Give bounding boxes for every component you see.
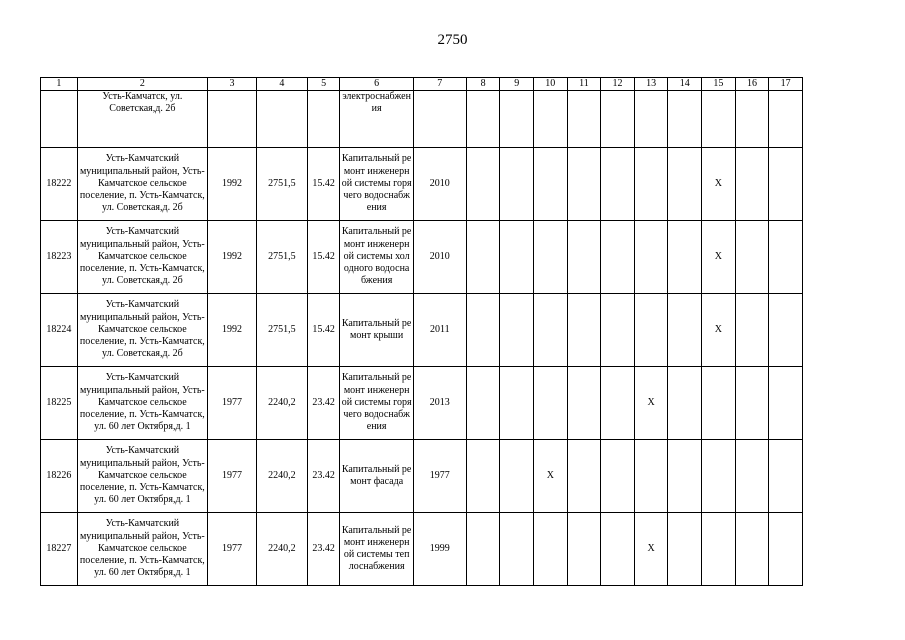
cell-mark (500, 440, 534, 513)
cell-year: 1992 (208, 221, 257, 294)
cell-mark (634, 440, 668, 513)
cell-address: Усть-Камчатск, ул. Советская,д. 2б (77, 91, 207, 148)
cell-wear: 15.42 (307, 221, 340, 294)
cell-mark (567, 294, 601, 367)
column-header: 9 (500, 78, 534, 91)
column-header: 6 (340, 78, 413, 91)
cell-mark (634, 294, 668, 367)
cell-mark (466, 367, 500, 440)
cell-mark (466, 513, 500, 586)
cell-mark (769, 91, 803, 148)
cell-mark (702, 513, 736, 586)
cell-area (256, 91, 307, 148)
cell-wear (307, 91, 340, 148)
cell-mark (534, 221, 568, 294)
cell-mark (567, 148, 601, 221)
cell-mark (500, 367, 534, 440)
cell-year (208, 91, 257, 148)
cell-mark (769, 513, 803, 586)
cell-mark (567, 440, 601, 513)
cell-plan-year: 2013 (413, 367, 466, 440)
cell-mark (466, 91, 500, 148)
cell-year: 1977 (208, 513, 257, 586)
cell-mark (668, 513, 702, 586)
cell-mark (769, 440, 803, 513)
column-header: 14 (668, 78, 702, 91)
cell-mark: X (702, 294, 736, 367)
table-row (41, 513, 803, 586)
cell-mark (534, 513, 568, 586)
cell-mark (534, 148, 568, 221)
cell-mark (567, 91, 601, 148)
cell-plan-year: 2010 (413, 148, 466, 221)
column-header: 17 (769, 78, 803, 91)
column-header: 5 (307, 78, 340, 91)
column-header: 10 (534, 78, 568, 91)
cell-work: Капитальный ремонт фасада (340, 440, 413, 513)
cell-mark (601, 294, 635, 367)
cell-mark (601, 440, 635, 513)
cell-mark (601, 221, 635, 294)
cell-mark: X (702, 221, 736, 294)
cell-address: Усть-Камчатский муниципальный район, Усть-Камчатское сельское поселение, п. Усть-Камчатск, ул. Советская,д. 2б (77, 294, 207, 367)
cell-mark (567, 221, 601, 294)
cell-mark (769, 367, 803, 440)
cell-wear: 23.42 (307, 367, 340, 440)
cell-mark (500, 294, 534, 367)
column-header: 12 (601, 78, 635, 91)
cell-work: электроснабжения (340, 91, 413, 148)
cell-work: Капитальный ремонт инженерной системы теплоснабжения (340, 513, 413, 586)
column-header: 1 (41, 78, 78, 91)
table-row (41, 440, 803, 513)
cell-mark (500, 221, 534, 294)
cell-id: 18224 (41, 294, 78, 367)
cell-work: Капитальный ремонт инженерной системы холодного водоснабжения (340, 221, 413, 294)
table-row (41, 367, 803, 440)
cell-year: 1992 (208, 294, 257, 367)
cell-mark (668, 91, 702, 148)
cell-plan-year: 2011 (413, 294, 466, 367)
cell-wear: 23.42 (307, 513, 340, 586)
cell-area: 2751,5 (256, 148, 307, 221)
cell-mark (500, 148, 534, 221)
cell-year: 1977 (208, 367, 257, 440)
cell-mark (466, 148, 500, 221)
cell-area: 2751,5 (256, 294, 307, 367)
column-header: 11 (567, 78, 601, 91)
cell-year: 1977 (208, 440, 257, 513)
cell-work: Капитальный ремонт инженерной системы горячего водоснабжения (340, 148, 413, 221)
table-row (41, 148, 803, 221)
cell-mark (634, 221, 668, 294)
cell-area: 2240,2 (256, 513, 307, 586)
cell-mark (769, 148, 803, 221)
cell-mark (735, 294, 769, 367)
cell-mark (500, 91, 534, 148)
cell-mark (769, 221, 803, 294)
cell-wear: 23.42 (307, 440, 340, 513)
column-header: 15 (702, 78, 736, 91)
cell-mark (601, 513, 635, 586)
column-header: 13 (634, 78, 668, 91)
cell-mark: X (534, 440, 568, 513)
cell-id: 18223 (41, 221, 78, 294)
cell-mark (668, 294, 702, 367)
cell-plan-year: 1999 (413, 513, 466, 586)
cell-mark: X (702, 148, 736, 221)
cell-area: 2751,5 (256, 221, 307, 294)
cell-plan-year: 2010 (413, 221, 466, 294)
cell-plan-year (413, 91, 466, 148)
cell-mark (567, 513, 601, 586)
cell-mark (466, 440, 500, 513)
cell-address: Усть-Камчатский муниципальный район, Усть-Камчатское сельское поселение, п. Усть-Камчатск, ул. Советская,д. 2б (77, 148, 207, 221)
cell-mark (668, 221, 702, 294)
register-table (40, 77, 803, 586)
column-header: 7 (413, 78, 466, 91)
header-row (41, 78, 803, 91)
cell-mark (735, 513, 769, 586)
cell-mark (534, 91, 568, 148)
cell-id: 18225 (41, 367, 78, 440)
cell-mark: X (634, 513, 668, 586)
cell-mark (702, 367, 736, 440)
cell-address: Усть-Камчатский муниципальный район, Усть-Камчатское сельское поселение, п. Усть-Камчатск, ул. Советская,д. 2б (77, 221, 207, 294)
cell-mark (702, 91, 736, 148)
cell-mark (702, 440, 736, 513)
table-row (41, 294, 803, 367)
cell-mark (500, 513, 534, 586)
cell-mark (634, 91, 668, 148)
cell-mark (668, 367, 702, 440)
cell-mark (466, 221, 500, 294)
table-row (41, 221, 803, 294)
cell-mark (735, 367, 769, 440)
table-row (41, 91, 803, 148)
cell-id: 18226 (41, 440, 78, 513)
cell-address: Усть-Камчатский муниципальный район, Усть-Камчатское сельское поселение, п. Усть-Камчатск, ул. 60 лет Октября,д. 1 (77, 367, 207, 440)
cell-mark (735, 221, 769, 294)
column-header: 3 (208, 78, 257, 91)
cell-mark (534, 294, 568, 367)
cell-mark: X (634, 367, 668, 440)
cell-work: Капитальный ремонт инженерной системы горячего водоснабжения (340, 367, 413, 440)
cell-plan-year: 1977 (413, 440, 466, 513)
cell-mark (735, 148, 769, 221)
column-header: 4 (256, 78, 307, 91)
cell-wear: 15.42 (307, 294, 340, 367)
cell-mark (601, 148, 635, 221)
cell-address: Усть-Камчатский муниципальный район, Усть-Камчатское сельское поселение, п. Усть-Камчатск, ул. 60 лет Октября,д. 1 (77, 513, 207, 586)
cell-id (41, 91, 78, 148)
cell-area: 2240,2 (256, 367, 307, 440)
cell-mark (668, 440, 702, 513)
cell-wear: 15.42 (307, 148, 340, 221)
column-header: 16 (735, 78, 769, 91)
cell-mark (601, 91, 635, 148)
column-header: 2 (77, 78, 207, 91)
cell-address: Усть-Камчатский муниципальный район, Усть-Камчатское сельское поселение, п. Усть-Камчатск, ул. 60 лет Октября,д. 1 (77, 440, 207, 513)
cell-work: Капитальный ремонт крыши (340, 294, 413, 367)
cell-mark (634, 148, 668, 221)
cell-mark (769, 294, 803, 367)
cell-mark (466, 294, 500, 367)
cell-mark (735, 440, 769, 513)
cell-area: 2240,2 (256, 440, 307, 513)
cell-mark (601, 367, 635, 440)
cell-mark (735, 91, 769, 148)
page-number: 2750 (437, 32, 468, 48)
cell-year: 1992 (208, 148, 257, 221)
cell-mark (567, 367, 601, 440)
cell-id: 18222 (41, 148, 78, 221)
cell-mark (668, 148, 702, 221)
cell-mark (534, 367, 568, 440)
cell-id: 18227 (41, 513, 78, 586)
column-header: 8 (466, 78, 500, 91)
